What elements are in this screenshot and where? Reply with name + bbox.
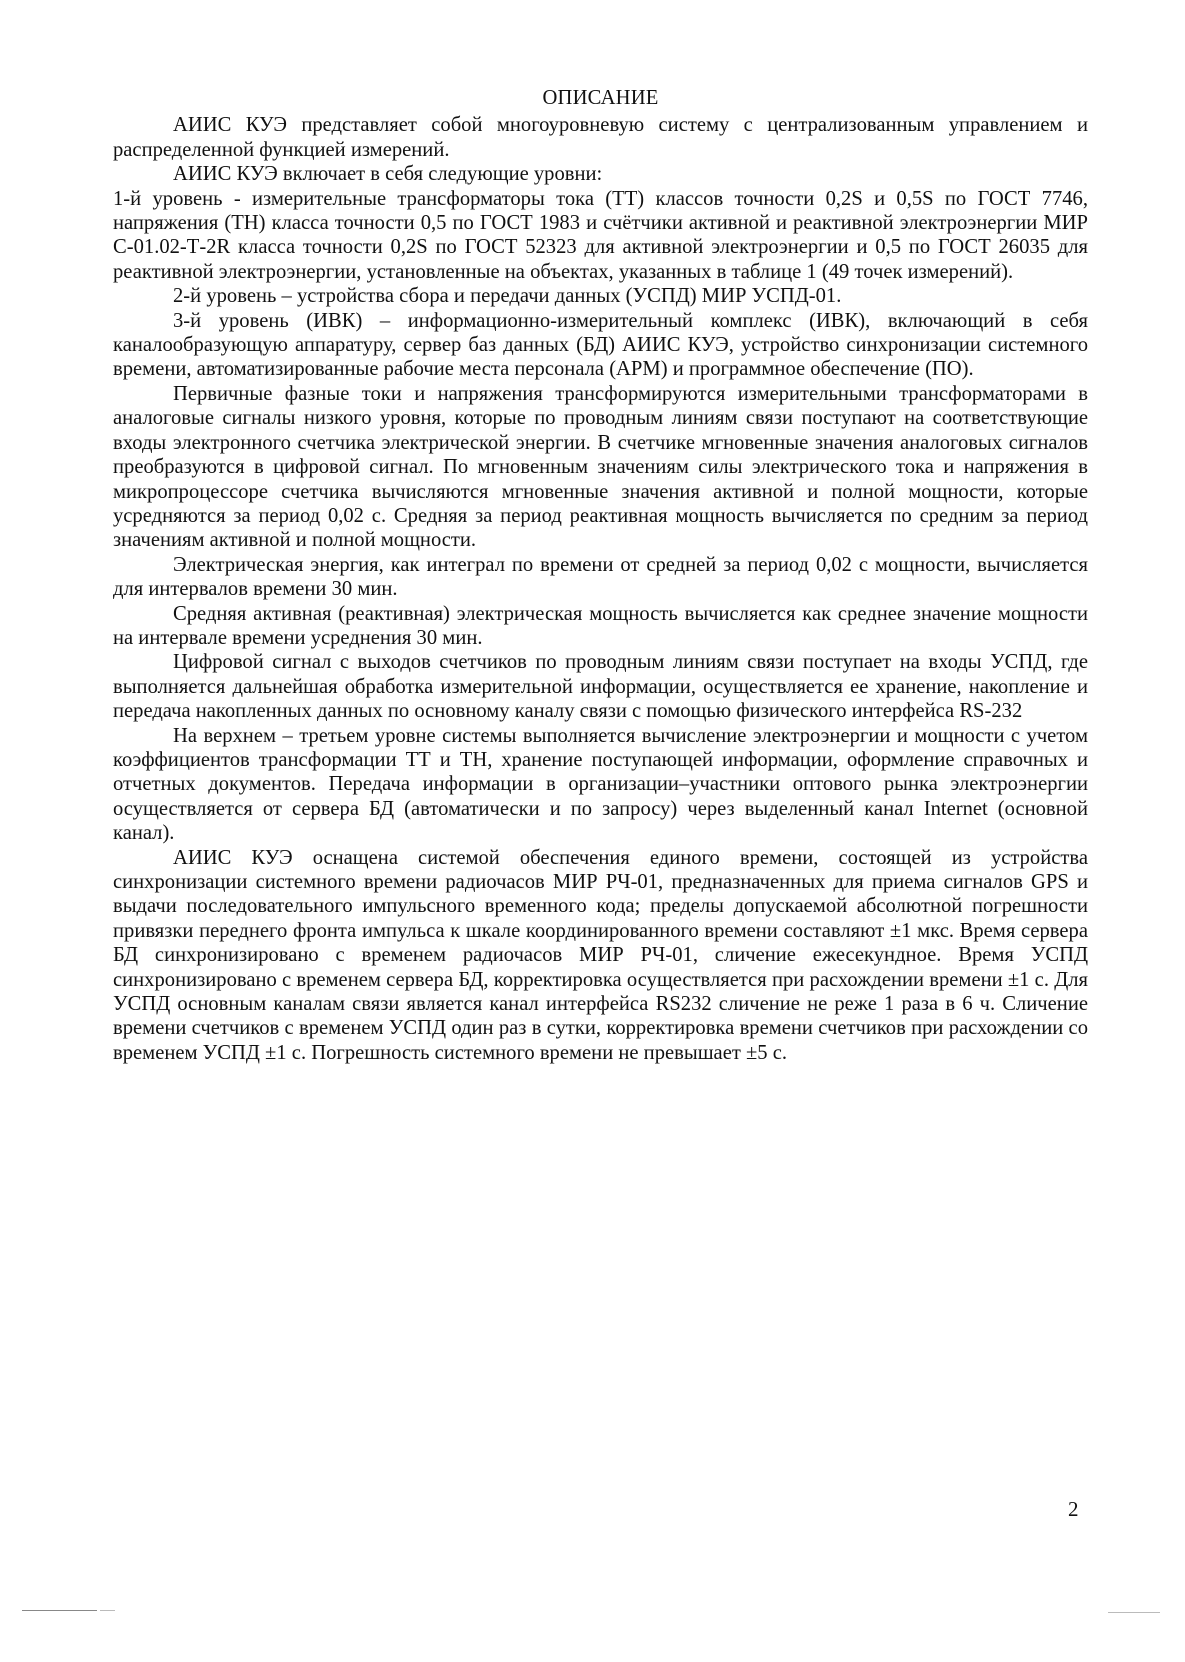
paragraph-level-3: 3-й уровень (ИВК) – информационно-измерительный комплекс (ИВК), включающий в себя каналообразующую аппаратуру, сервер баз данных (БД) АИИС КУЭ, устройство синхронизации системного времени, автоматизированные рабочие места персонала (АРМ) и программное обеспечение (ПО). bbox=[113, 309, 1088, 381]
paragraph-level-1: 1-й уровень - измерительные трансформаторы тока (ТТ) классов точности 0,2S и 0,5S по ГОСТ 7746, напряжения (ТН) класса точности 0,5 по ГОСТ 1983 и счётчики активной и реактивной электроэнергии МИР С-01.02-Т-2R класса точности 0,2S по ГОСТ 52323 для активной электроэнергии и 0,5 по ГОСТ 26035 для реактивной электроэнергии, установленные на объектах, указанных в таблице 1 (49 точек измерений). bbox=[113, 187, 1088, 283]
paragraph-intro: АИИС КУЭ представляет собой многоуровневую систему с централизованным управлением и распределенной функцией измерений. bbox=[113, 114, 1088, 161]
scan-artifact-line bbox=[22, 1610, 97, 1611]
paragraph-average-power: Средняя активная (реактивная) электрическая мощность вычисляется как среднее значение мощности на интервале времени усреднения 30 мин. bbox=[113, 602, 1088, 649]
scan-artifact-line bbox=[100, 1610, 115, 1611]
paragraph-digital-signal: Цифровой сигнал с выходов счетчиков по проводным линиям связи поступает на входы УСПД, где выполняется дальнейшая обработка измерительной информации, осуществляется ее хранение, накопление и передача накопленных данных по основному каналу связи с помощью физического интерфейса RS-232 bbox=[113, 651, 1088, 723]
paragraph-levels-heading: АИИС КУЭ включает в себя следующие уровни: bbox=[173, 163, 603, 186]
paragraph-signal-processing: Первичные фазные токи и напряжения трансформируются измерительными трансформаторами в аналоговые сигналы низкого уровня, которые по проводным линиям связи поступают на соответствующие входы электронного счетчика электрической энергии. В счетчике мгновенные значения аналоговых сигналов преобразуются в цифровой сигнал. По мгновенным значениям силы электрического тока и напряжения в микропроцессоре счетчика вычисляются мгновенные значения активной и полной мощности, которые усредняются за период 0,02 с. Средняя за период реактивная мощность вычисляется по средним за период значениям активной и полной мощности. bbox=[113, 382, 1088, 552]
paragraph-upper-level: На верхнем – третьем уровне системы выполняется вычисление электроэнергии и мощности с учетом коэффициентов трансформации ТТ и ТН, хранение поступающей информации, оформление справочных и отчетных документов. Передача информации в организации–участники оптового рынка электроэнергии осуществляется от сервера БД (автоматически и по запросу) через выделенный канал Internet (основной канал). bbox=[113, 724, 1088, 845]
page-number: 2 bbox=[1068, 1497, 1079, 1521]
document-title: ОПИСАНИЕ bbox=[542, 87, 659, 109]
scan-artifact-line bbox=[1108, 1612, 1160, 1613]
document-body bbox=[113, 86, 1088, 1065]
paragraph-time-sync: АИИС КУЭ оснащена системой обеспечения единого времени, состоящей из устройства синхронизации системного времени радиочасов МИР РЧ-01, предназначенных для приема сигналов GPS и выдачи последовательного импульсного временного кода; пределы допускаемой абсолютной погрешности привязки переднего фронта импульса к шкале координированного времени составляют ±1 мкс. Время сервера БД синхронизировано с временем радиочасов МИР РЧ-01, сличение ежесекундное. Время УСПД синхронизировано с временем сервера БД, корректировка осуществляется при расхождении времени ±1 с. Для УСПД основным каналам связи является канал интерфейса RS232 сличение не реже 1 раза в 6 ч. Сличение времени счетчиков с временем УСПД один раз в сутки, корректировка времени счетчиков при расхождении со временем УСПД ±1 с. Погрешность системного времени не превышает ±5 с. bbox=[113, 846, 1088, 1064]
paragraph-level-2: 2-й уровень – устройства сбора и передачи данных (УСПД) МИР УСПД-01. bbox=[173, 285, 842, 308]
paragraph-energy-integral: Электрическая энергия, как интеграл по времени от средней за период 0,02 с мощности, вычисляется для интервалов времени 30 мин. bbox=[113, 553, 1088, 601]
